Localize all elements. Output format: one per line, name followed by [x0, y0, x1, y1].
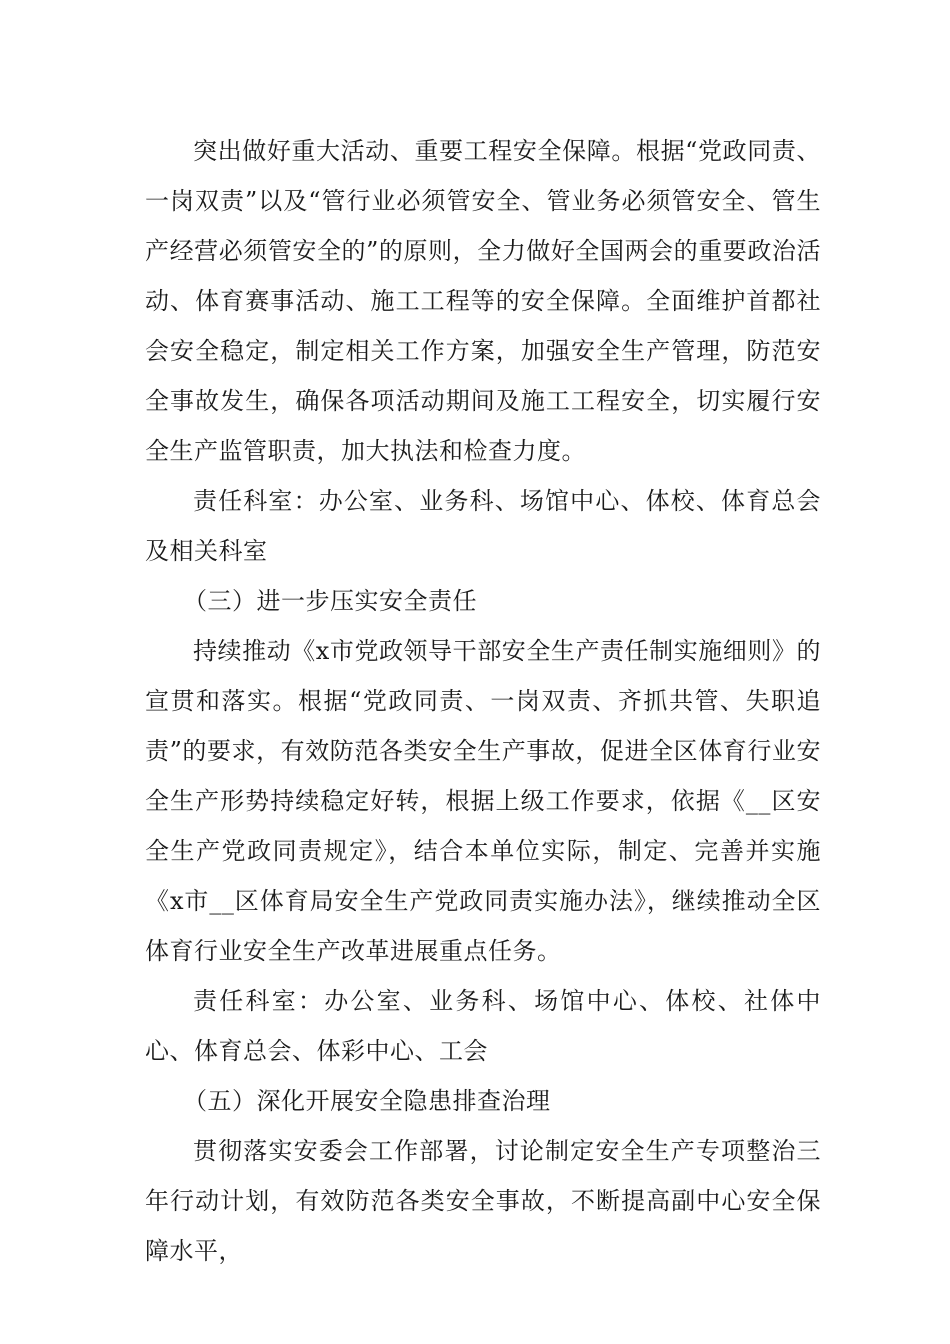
paragraph-safety-responsibility: 持续推动《x市党政领导干部安全生产责任制实施细则》的宣贯和落实。根据“党政同责、一岗双责、齐抓共管、失职追责”的要求，有效防范各类安全生产事故，促进全区体育行业安全生产形势持续稳定好转，根据上级工作要求，依据《__区安全生产党政同责规定》，结合本单位实际，制定、完善并实施《x市__区体育局安全生产党政同责实施办法》，继续推动全区体育行业安全生产改革进展重点任务。 [145, 637, 821, 965]
paragraph-responsible-departments-1: 责任科室：办公室、业务科、场馆中心、体校、体育总会及相关科室 [145, 487, 821, 565]
paragraph-major-events-safety: 突出做好重大活动、重要工程安全保障。根据“党政同责、一岗双责”以及“管行业必须管安全、管业务必须管安全、管生产经营必须管安全的”的原则，全力做好全国两会的重要政治活动、体育赛事活动、施工工程等的安全保障。全面维护首都社会安全稳定，制定相关工作方案，加强安全生产管理，防范安全事故发生，确保各项活动期间及施工工程安全，切实履行安全生产监管职责，加大执法和检查力度。 [145, 137, 821, 465]
paragraph-responsible-departments-2: 责任科室：办公室、业务科、场馆中心、体校、社体中心、体育总会、体彩中心、工会 [145, 987, 821, 1065]
section-heading-3: （三）进一步压实安全责任 [183, 587, 477, 615]
paragraph-hazard-inspection: 贯彻落实安委会工作部署，讨论制定安全生产专项整治三年行动计划，有效防范各类安全事故，不断提高副中心安全保障水平， [145, 1137, 821, 1265]
document-body [145, 126, 821, 1276]
section-heading-5: （五）深化开展安全隐患排查治理 [183, 1087, 551, 1115]
